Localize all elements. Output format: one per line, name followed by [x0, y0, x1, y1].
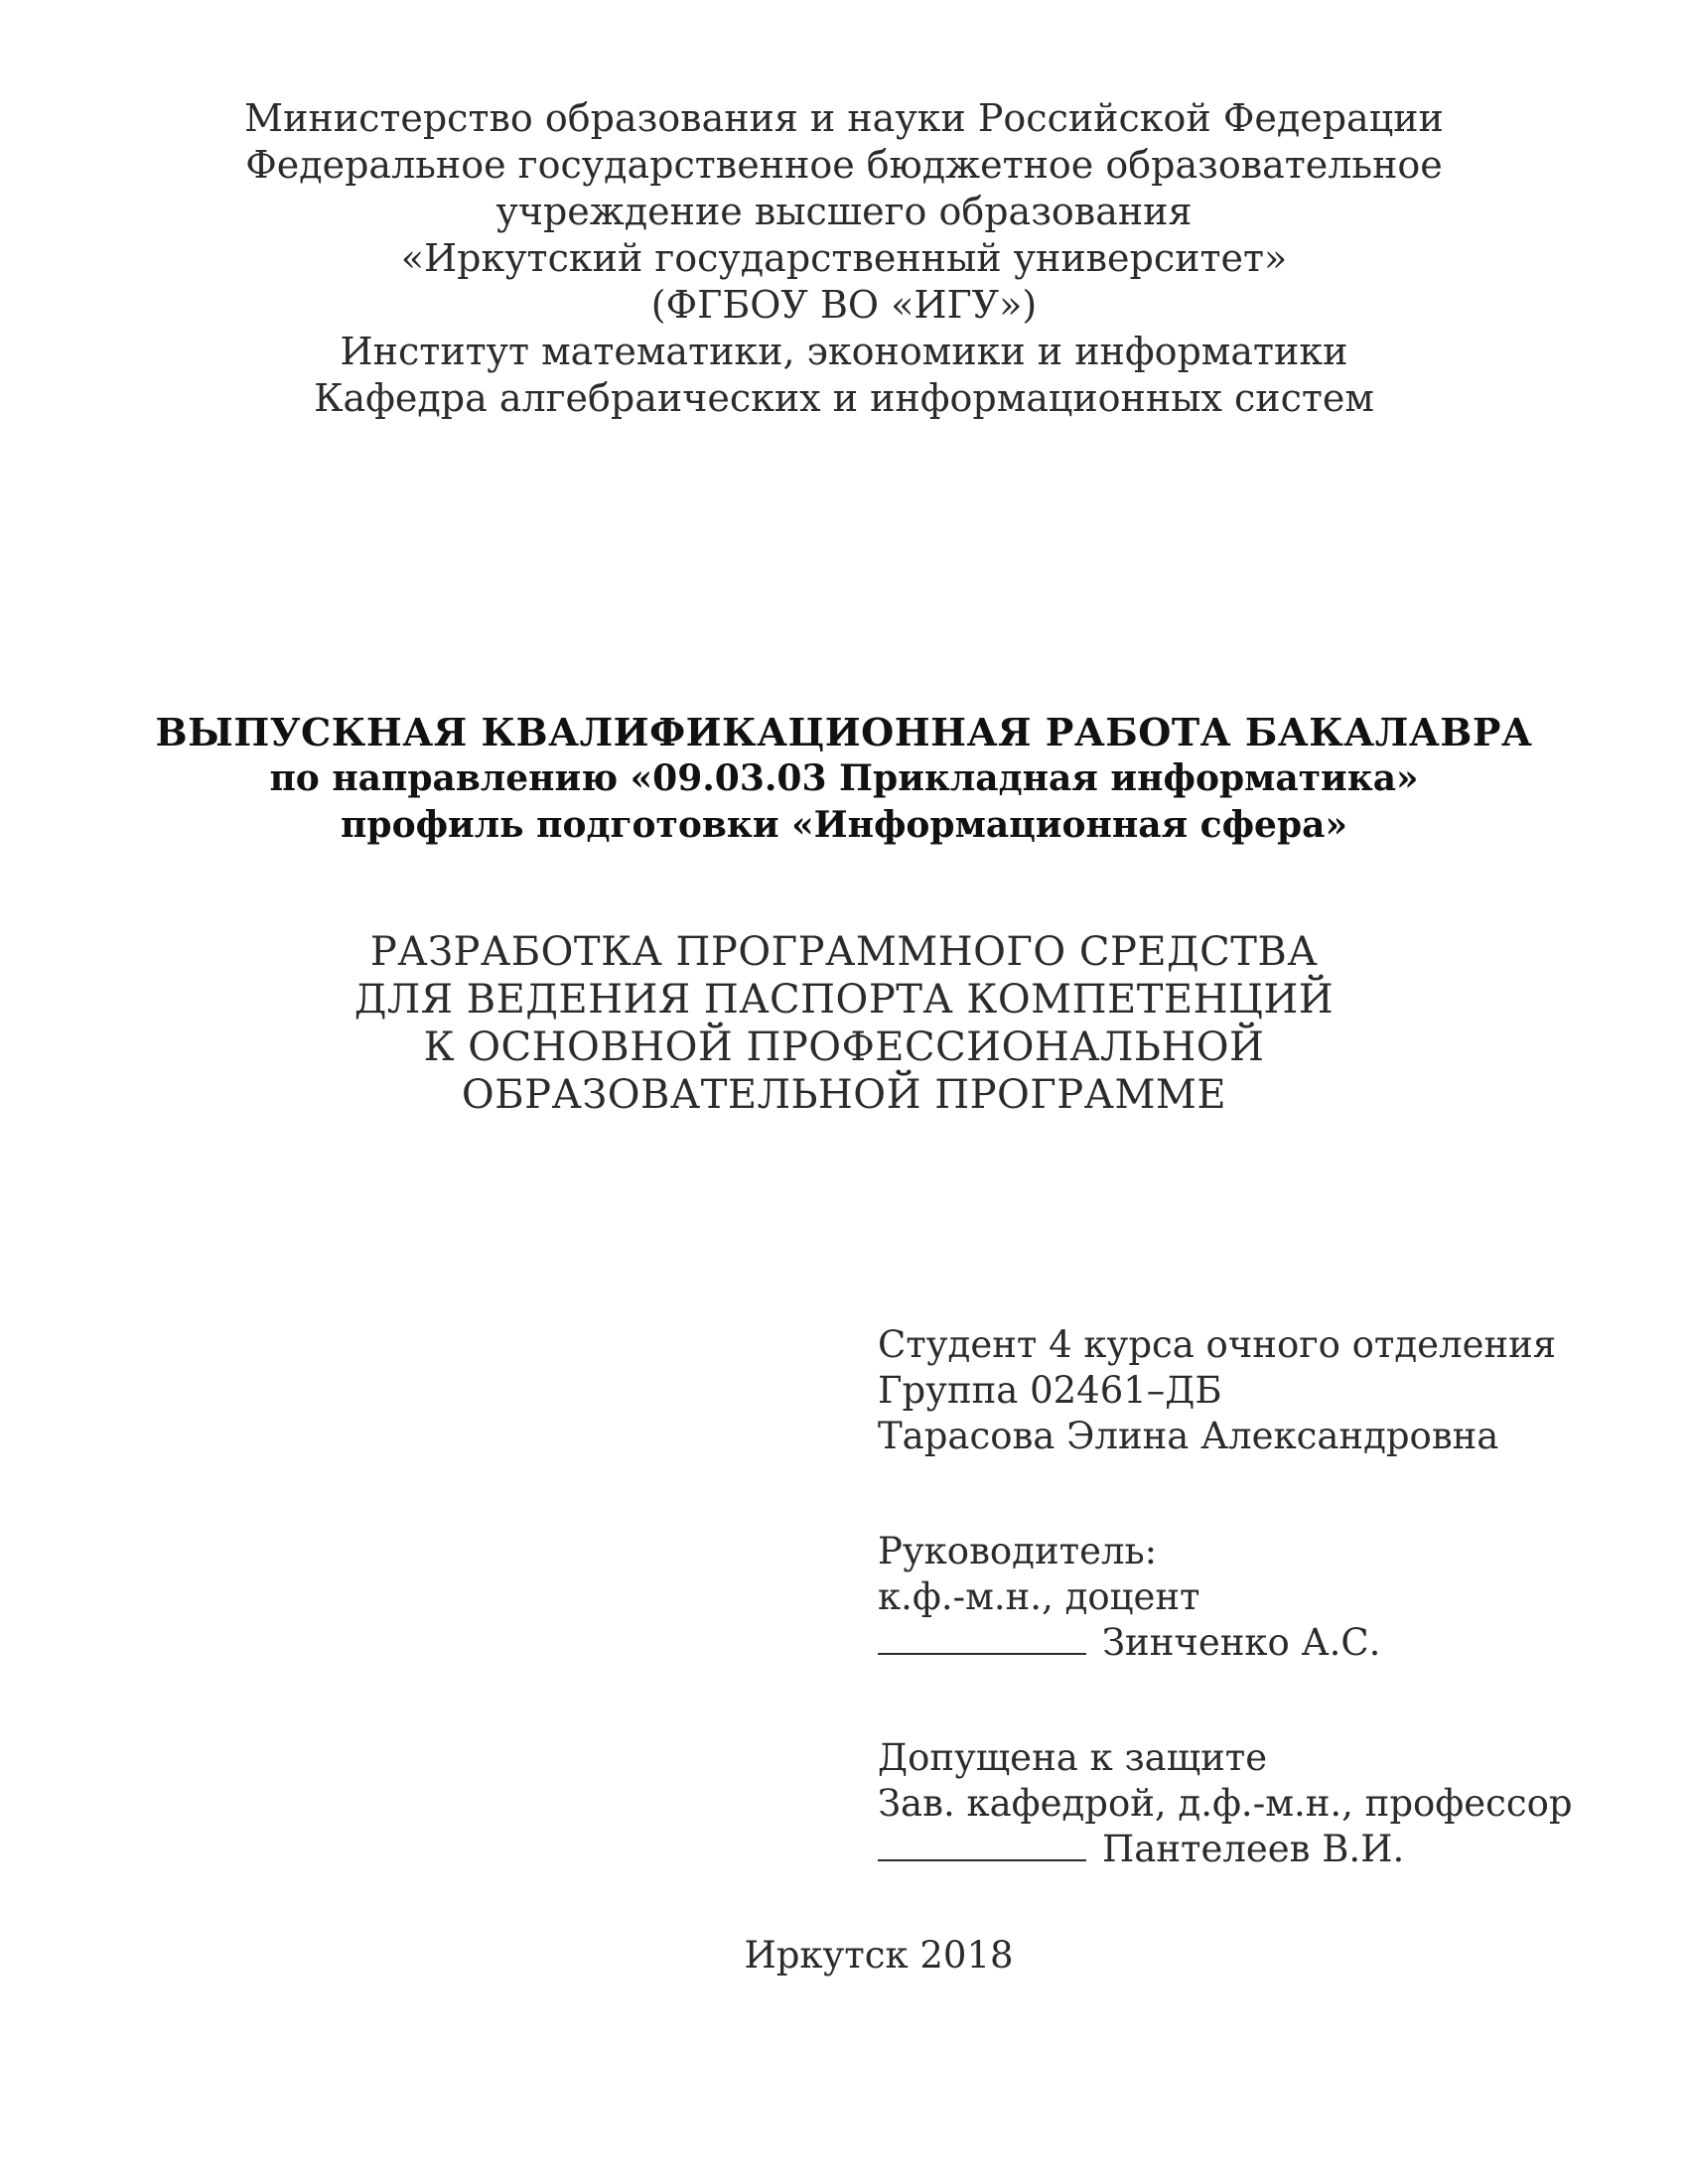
- advisor-label: Руководитель:: [878, 1530, 1158, 1572]
- ministry-line: Министерство образования и науки Российской Федерации: [244, 96, 1444, 140]
- student-info: [878, 1322, 1556, 1459]
- thesis-title: [0, 928, 1688, 1119]
- advisor-name: Зинченко А.С.: [1102, 1621, 1381, 1664]
- advisor-info: [878, 1529, 1380, 1666]
- admission-label: Допущена к защите: [878, 1736, 1268, 1779]
- head-signature-row: [878, 1827, 1573, 1872]
- thesis-title-line: К ОСНОВНОЙ ПРОФЕССИОНАЛЬНОЙ: [423, 1024, 1265, 1070]
- thesis-title-line: РАЗРАБОТКА ПРОГРАММНОГО СРЕДСТВА: [369, 929, 1319, 975]
- institute-line: Институт математики, экономики и информатики: [340, 330, 1348, 373]
- department-head-name: Пантелеев В.И.: [1102, 1828, 1405, 1870]
- thesis-title-line: ОБРАЗОВАТЕЛЬНОЙ ПРОГРАММЕ: [461, 1072, 1227, 1118]
- institution-header: [0, 95, 1688, 422]
- institution-level-line: учреждение высшего образования: [495, 190, 1193, 233]
- advisor-signature-row: [878, 1620, 1380, 1666]
- degree-direction: по направлению «09.03.03 Прикладная информатика»: [269, 757, 1419, 799]
- advisor-degree: к.ф.-м.н., доцент: [878, 1575, 1200, 1618]
- student-name: Тарасова Элина Александровна: [878, 1415, 1499, 1457]
- degree-block: [0, 709, 1688, 849]
- university-name-line: «Иркутский государственный университет»: [400, 236, 1288, 280]
- department-line: Кафедра алгебраических и информационных систем: [314, 376, 1374, 420]
- student-group: Группа 02461–ДБ: [878, 1369, 1222, 1412]
- student-course: Студент 4 курса очного отделения: [878, 1323, 1557, 1366]
- institution-type-line: Федеральное государственное бюджетное образовательное: [245, 143, 1443, 187]
- degree-title: ВЫПУСКНАЯ КВАЛИФИКАЦИОННАЯ РАБОТА БАКАЛАВРА: [155, 710, 1533, 754]
- department-head-title: Зав. кафедрой, д.ф.-м.н., профессор: [878, 1782, 1573, 1825]
- signature-line: [878, 1858, 1086, 1861]
- admission-info: [878, 1735, 1573, 1872]
- thesis-title-line: ДЛЯ ВЕДЕНИЯ ПАСПОРТА КОМПЕТЕНЦИЙ: [353, 977, 1335, 1023]
- degree-profile: профиль подготовки «Информационная сфера»: [341, 804, 1347, 846]
- city-year: Иркутск 2018: [744, 1934, 1014, 1977]
- signature-line: [878, 1652, 1086, 1655]
- university-abbr-line: (ФГБОУ ВО «ИГУ»): [650, 283, 1038, 327]
